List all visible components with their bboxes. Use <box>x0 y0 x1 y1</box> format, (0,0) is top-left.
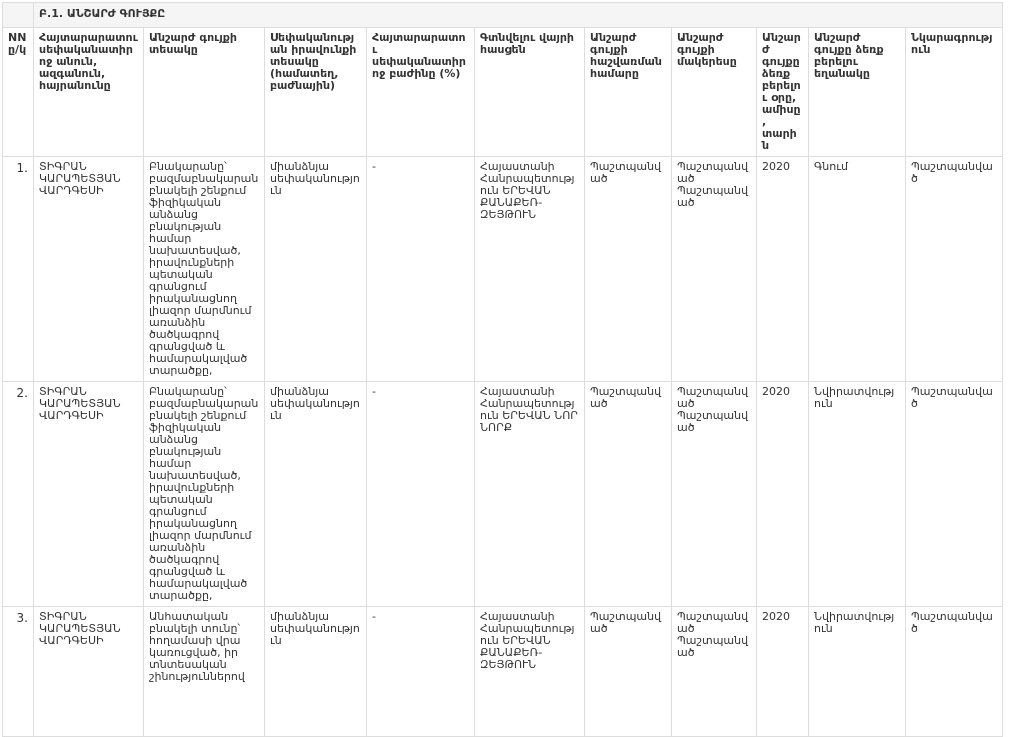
table-row <box>3 382 1003 607</box>
registration-number: Պաշտպանված <box>585 382 672 607</box>
registration-number: Պաշտպանված <box>585 157 672 382</box>
property-type: Անհատական բնակելի տունը՝ հողամասի վրա կառուցված, իր տնտեսական շինություններով <box>144 607 265 737</box>
ownership-right: միանձնյա սեփականություն <box>265 607 367 737</box>
property-description: Պաշտպանված <box>906 607 1003 737</box>
acquisition-date: 2020 <box>757 382 809 607</box>
ownership-right: միանձնյա սեփականություն <box>265 157 367 382</box>
row-number: 2. <box>3 382 34 607</box>
property-address: Հայաստանի Հանրապետություն ԵՐԵՎԱՆ ՔԱՆԱՔԵՌ-ԶԵՅԹՈՒՆ <box>475 157 585 382</box>
owner-share: - <box>367 607 475 737</box>
section-title-row <box>3 3 1003 28</box>
header-acquisition-date: Անշարժ գույքը ձեռք բերելու օրը, ամիսը, տարին <box>757 28 809 157</box>
header-share: Հայտարարատու սեփականատիրոջ բաժինը (%) <box>367 28 475 157</box>
table-row <box>3 157 1003 382</box>
header-registration-number: Անշարժ գույքի հաշվառման համարը <box>585 28 672 157</box>
owner-share: - <box>367 157 475 382</box>
acquisition-date: 2020 <box>757 157 809 382</box>
owner-name: ՏԻԳՐԱՆ ԿԱՐԱՊԵՏՅԱՆ ՎԱՐԴԳԵՍԻ <box>34 157 144 382</box>
title-corner-cell <box>3 3 34 28</box>
owner-share: - <box>367 382 475 607</box>
header-property-type: Անշարժ գույքի տեսակը <box>144 28 265 157</box>
property-area: Պաշտպանված Պաշտպանված <box>672 382 757 607</box>
property-description: Պաշտպանված <box>906 382 1003 607</box>
row-number: 1. <box>3 157 34 382</box>
header-description: Նկարագրություն <box>906 28 1003 157</box>
owner-name: ՏԻԳՐԱՆ ԿԱՐԱՊԵՏՅԱՆ ՎԱՐԴԳԵՍԻ <box>34 607 144 737</box>
acquisition-method: Նվիրատվություն <box>809 607 906 737</box>
ownership-right: միանձնյա սեփականություն <box>265 382 367 607</box>
header-acquisition-method: Անշարժ գույքը ձեռք բերելու եղանակը <box>809 28 906 157</box>
acquisition-date: 2020 <box>757 607 809 737</box>
table-row <box>3 607 1003 737</box>
property-address: Հայաստանի Հանրապետություն ԵՐԵՎԱՆ ՔԱՆԱՔԵՌ-ԶԵՅԹՈՒՆ <box>475 607 585 737</box>
property-type: Բնակարանը՝ բազմաբնակարան բնակելի շենքում ֆիզիկական անձանց բնակության համար նախատեսված, իրավունքների պետական գրանցում իրականացնող լիազոր մարմնում առանձին ծածկագրով գրանցված և համարակալված տարածքը, <box>144 157 265 382</box>
owner-name: ՏԻԳՐԱՆ ԿԱՐԱՊԵՏՅԱՆ ՎԱՐԴԳԵՍԻ <box>34 382 144 607</box>
header-ownership-right: Սեփականության իրավունքի տեսակը (համատեղ, բաժնային) <box>265 28 367 157</box>
real-estate-table <box>2 2 1003 737</box>
header-owner: Հայտարարատու սեփականատիրոջ անուն, ազգանուն, հայրանունը <box>34 28 144 157</box>
header-number: NN ը/կ <box>3 28 34 157</box>
acquisition-method: Գնում <box>809 157 906 382</box>
acquisition-method: Նվիրատվություն <box>809 382 906 607</box>
property-type: Բնակարանը՝ բազմաբնակարան բնակելի շենքում ֆիզիկական անձանց բնակության համար նախատեսված, իրավունքների պետական գրանցում իրականացնող լիազոր մարմնում առանձին ծածկագրով գրանցված և համարակալված տարածքը, <box>144 382 265 607</box>
section-title: Բ.1. ԱՆՇԱՐԺ ԳՈՒՅՔԸ <box>34 3 1003 28</box>
row-number: 3. <box>3 607 34 737</box>
header-row <box>3 28 1003 157</box>
registration-number: Պաշտպանված <box>585 607 672 737</box>
property-description: Պաշտպանված <box>906 157 1003 382</box>
property-area: Պաշտպանված Պաշտպանված <box>672 157 757 382</box>
property-area: Պաշտպանված Պաշտպանված <box>672 607 757 737</box>
header-area: Անշարժ գույքի մակերեսը <box>672 28 757 157</box>
header-address: Գտնվելու վայրի հասցեն <box>475 28 585 157</box>
property-address: Հայաստանի Հանրապետություն ԵՐԵՎԱՆ ՆՈՐ ՆՈՐՔ <box>475 382 585 607</box>
